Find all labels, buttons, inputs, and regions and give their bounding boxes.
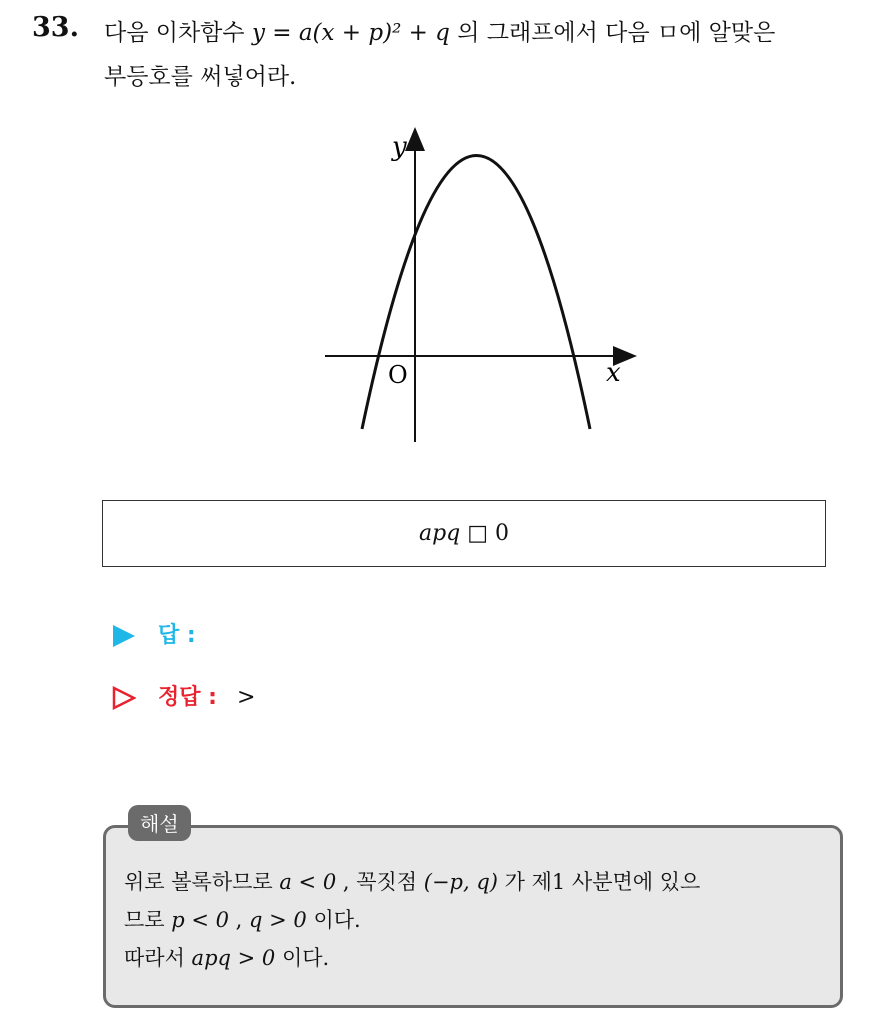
explanation-tag: 해설: [128, 805, 191, 841]
question-text-post: 의 그래프에서 다음 ㅁ에 알맞은: [449, 20, 776, 46]
exp-text: , 꼭짓점: [336, 870, 424, 894]
outline-triangle-icon: [112, 686, 136, 710]
explanation-line-2: [124, 904, 361, 934]
question-number: 33.: [32, 12, 79, 43]
box-rhs: 0: [495, 521, 510, 546]
explanation-line-1: [124, 866, 700, 896]
exp-math: p < 0: [171, 908, 229, 932]
exp-text: 따라서: [124, 946, 192, 970]
correct-answer-row: [112, 680, 255, 711]
x-axis-label: x: [606, 358, 621, 388]
question-formula: y = a(x + p)² + q: [251, 20, 450, 46]
exp-math: q > 0: [249, 908, 307, 932]
exp-math: apq > 0: [191, 946, 276, 970]
question-line-1: [104, 14, 775, 47]
inequality-box: [102, 500, 826, 567]
explanation-line-3: [124, 942, 329, 972]
exp-text: ,: [229, 908, 250, 932]
exp-math: (−p, q): [423, 870, 498, 894]
parabola-graph: [300, 115, 660, 455]
answer-label: 답 :: [158, 623, 196, 648]
exp-text: 위로 볼록하므로: [124, 870, 280, 894]
correct-answer-value: >: [236, 685, 256, 710]
play-triangle-icon: [112, 624, 136, 648]
y-axis-label: y: [392, 132, 407, 162]
correct-answer-label: 정답 :: [158, 685, 217, 710]
exp-text: 므로: [124, 908, 172, 932]
question-line-2: 부등호를 써넣어라.: [104, 64, 297, 90]
exp-text: 이다.: [275, 946, 330, 970]
exp-math: a < 0: [279, 870, 337, 894]
answer-square: □: [467, 521, 489, 546]
box-expression: apq: [418, 521, 461, 546]
exp-text: 가 제1 사분면에 있으: [497, 870, 701, 894]
exp-text: 이다.: [306, 908, 361, 932]
origin-label: O: [388, 361, 408, 389]
question-text-pre: 다음 이차함수: [104, 20, 252, 46]
answer-row: [112, 618, 196, 649]
